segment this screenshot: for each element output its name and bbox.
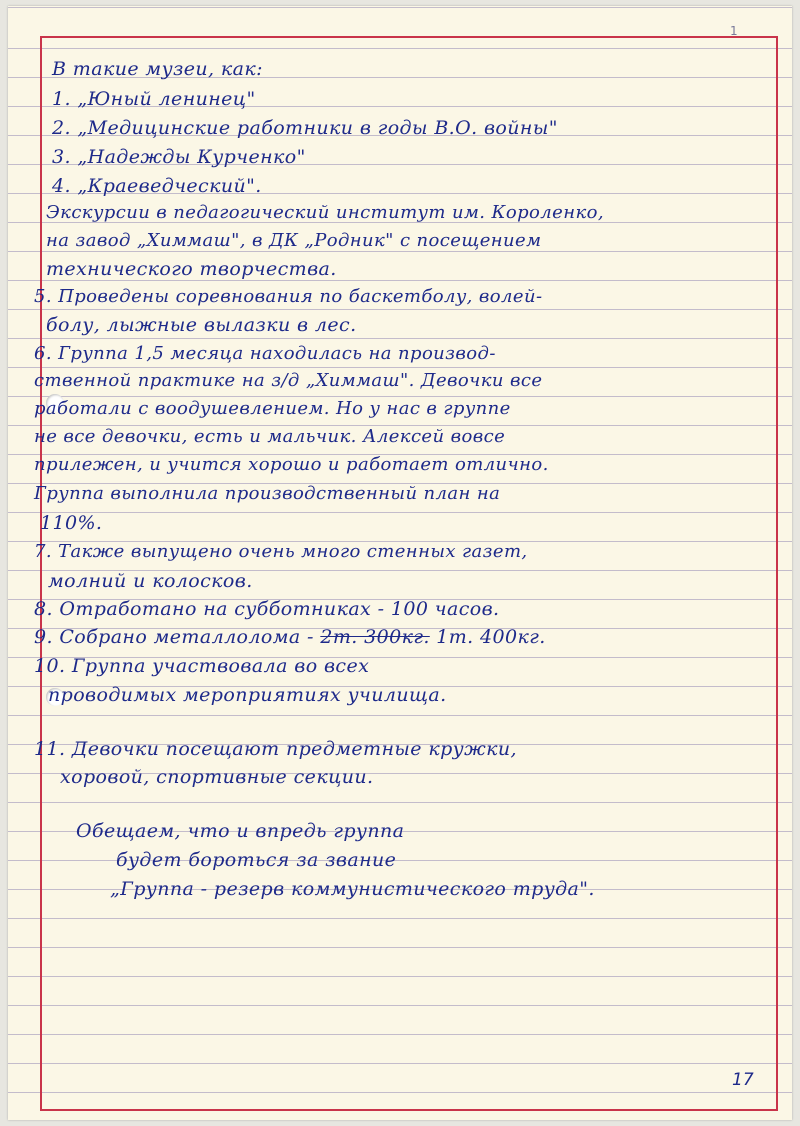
text-line-13: работали с воодушевлением. Но у нас в группе: [34, 398, 511, 419]
text-line-11: 6. Группа 1,5 месяца находилась на производ-: [34, 343, 496, 364]
text-line-27: будет бороться за звание: [116, 849, 397, 871]
text-line-2: 1. „Юный ленинец": [52, 88, 256, 110]
corner-mark: 1: [730, 24, 738, 38]
text-line-20: 8. Отработано на субботниках - 100 часов.: [34, 598, 500, 620]
text-line-17: 110%.: [40, 512, 103, 534]
document-page: [8, 6, 792, 1120]
struck-amount: 2т. 300кг.: [320, 626, 430, 648]
corrected-amount: 1т. 400кг.: [436, 626, 546, 648]
text-line-5: 4. „Краеведческий".: [52, 175, 262, 197]
text-line-22: 10. Группа участвовала во всех: [34, 655, 370, 677]
text-line-6: Экскурсии в педагогический институт им. Короленко,: [46, 202, 604, 223]
text-line-7: на завод „Химмаш", в ДК „Родник" с посещением: [46, 230, 542, 251]
text-line-15: прилежен, и учится хорошо и работает отлично.: [34, 454, 549, 475]
text-line-3: 2. „Медицинские работники в годы В.О. войны": [52, 117, 558, 139]
scrap-metal-label: 9. Собрано металлолома -: [34, 626, 314, 648]
text-line-23: проводимых мероприятиях училища.: [48, 684, 447, 706]
page-number: 17: [732, 1070, 754, 1090]
text-line-4: 3. „Надежды Курченко": [52, 146, 306, 168]
text-line-18: 7. Также выпущено очень много стенных газет,: [34, 541, 528, 562]
text-line-25: хоровой, спортивные секции.: [60, 766, 374, 788]
text-line-9: 5. Проведены соревнования по баскетболу, волей-: [34, 286, 543, 307]
text-line-12: ственной практике на з/д „Химмаш". Девочки все: [34, 370, 543, 391]
text-line-19: молний и колосков.: [48, 570, 253, 592]
text-line-21: [34, 628, 546, 647]
text-line-28: „Группа - резерв коммунистического труда".: [110, 878, 595, 900]
text-line-24: 11. Девочки посещают предметные кружки,: [34, 738, 517, 760]
text-line-14: не все девочки, есть и мальчик. Алексей вовсе: [34, 426, 506, 447]
text-line-8: технического творчества.: [46, 258, 337, 280]
text-line-26: Обещаем, что и впредь группа: [76, 820, 405, 842]
text-line-10: болу, лыжные вылазки в лес.: [46, 314, 357, 336]
text-line-16: Группа выполнила производственный план на: [34, 483, 501, 504]
text-line-1: В такие музеи, как:: [52, 58, 263, 80]
